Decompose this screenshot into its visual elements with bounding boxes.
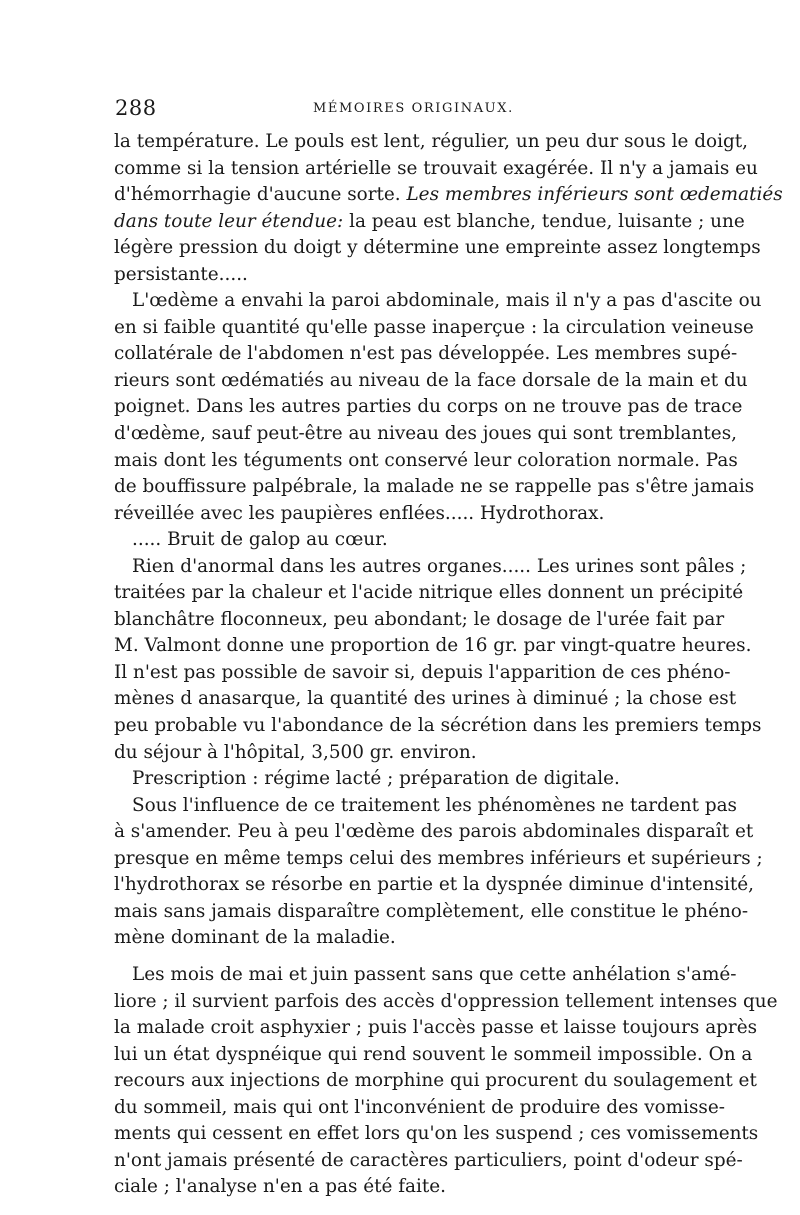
text-run: la peau est blanche, tendue, luisante ; une — [343, 210, 745, 232]
text-line: rieurs sont œdématiés au niveau de la face dorsale de la main et du — [114, 369, 748, 391]
text-line: en si faible quantité qu'elle passe inaperçue : la circulation veineuse — [114, 316, 754, 338]
text-line — [114, 182, 783, 209]
text-line: mais sans jamais disparaître complètement, elle constitue le phéno- — [114, 900, 749, 922]
text-line: persistante..... — [114, 263, 248, 285]
body-text — [114, 129, 783, 1201]
text-line: ..... Bruit de galop au cœur. — [132, 529, 388, 551]
text-line: Il n'est pas possible de savoir si, depuis l'apparition de ces phéno- — [114, 661, 731, 683]
text-line: du sommeil, mais qui ont l'inconvénient de produire des vomisse- — [114, 1096, 725, 1118]
text-line: mène dominant de la maladie. — [114, 927, 396, 949]
text-run: d'hémorrhagie d'aucune sorte. — [114, 184, 407, 206]
text-line: n'ont jamais présenté de caractères particuliers, point d'odeur spé- — [114, 1149, 743, 1171]
page-header — [113, 96, 695, 124]
text-line: blanchâtre floconneux, peu abondant; le dosage de l'urée fait par — [114, 608, 725, 630]
italic-text-run: Les membres inférieurs sont œdematiés — [406, 184, 783, 206]
text-line: ciale ; l'analyse n'en a pas été faite. — [114, 1176, 447, 1198]
running-title: MÉMOIRES ORIGINAUX. — [313, 101, 514, 116]
text-line: recours aux injections de morphine qui procurent du soulagement et — [114, 1070, 757, 1092]
paragraph-gap — [114, 952, 692, 962]
text-line: la malade croit asphyxier ; puis l'accès passe et laisse toujours après — [114, 1017, 758, 1039]
text-line: M. Valmont donne une proportion de 16 gr. par vingt-quatre heures. — [114, 635, 752, 657]
text-line — [114, 209, 745, 236]
text-line: mènes d anasarque, la quantité des urines à diminué ; la chose est — [114, 688, 737, 710]
text-line: lui un état dyspnéique qui rend souvent le sommeil impossible. On a — [114, 1043, 753, 1065]
text-line: Les mois de mai et juin passent sans que cette anhélation s'amé- — [132, 963, 737, 985]
text-line: la température. Le pouls est lent, régulier, un peu dur sous le doigt, — [114, 131, 748, 152]
page-number: 288 — [115, 96, 157, 120]
text-line: de bouffissure palpébrale, la malade ne se rappelle pas s'être jamais — [114, 476, 755, 498]
text-line: L'œdème a envahi la paroi abdominale, mais il n'y a pas d'ascite ou — [132, 290, 762, 312]
text-line: mais dont les téguments ont conservé leur coloration normale. Pas — [114, 449, 738, 471]
text-line: poignet. Dans les autres parties du corps on ne trouve pas de trace — [114, 396, 743, 418]
text-line: d'œdème, sauf peut-être au niveau des joues qui sont tremblantes, — [114, 423, 737, 445]
text-line: du séjour à l'hôpital, 3,500 gr. environ. — [114, 741, 477, 763]
text-line: collatérale de l'abdomen n'est pas développée. Les membres supé- — [114, 343, 738, 365]
text-line: comme si la tension artérielle se trouvait exagérée. Il n'y a jamais eu — [114, 157, 758, 179]
text-line: légère pression du doigt y détermine une empreinte assez longtemps — [114, 237, 761, 259]
text-line: Sous l'influence de ce traitement les phénomènes ne tardent pas — [132, 794, 737, 816]
text-line: liore ; il survient parfois des accès d'oppression tellement intenses que — [114, 990, 778, 1012]
text-line: traitées par la chaleur et l'acide nitrique elles donnent un précipité — [114, 582, 744, 604]
italic-text-run: dans toute leur étendue: — [114, 210, 344, 232]
text-line: Rien d'anormal dans les autres organes..... Les urines sont pâles ; — [132, 555, 747, 577]
text-line: à s'amender. Peu à peu l'œdème des parois abdominales disparaît et — [114, 821, 754, 843]
text-line: ments qui cessent en effet lors qu'on les suspend ; ces vomissements — [114, 1123, 759, 1145]
text-line: réveillée avec les paupières enflées..... Hydrothorax. — [114, 502, 605, 524]
text-line: l'hydrothorax se résorbe en partie et la dyspnée diminue d'intensité, — [114, 874, 754, 896]
text-line: Prescription : régime lacté ; préparation de digitale. — [132, 768, 620, 790]
text-line: presque en même temps celui des membres inférieurs et supérieurs ; — [114, 847, 763, 869]
text-line: peu probable vu l'abondance de la sécrétion dans les premiers temps — [114, 715, 762, 737]
